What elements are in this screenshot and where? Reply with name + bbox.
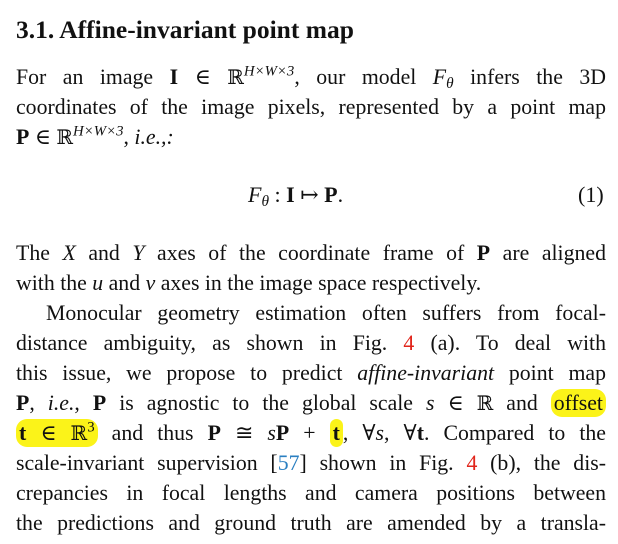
symbol-I: I	[169, 65, 179, 89]
p1-line-3: P ∈ ℝ$^{H\times W\times 3}$, i.e.,:	[16, 123, 174, 149]
p2-line-2: with the u and v axes in the image space respectively.	[16, 271, 482, 295]
p3-line-2: distance ambiguity, as shown in Fig. 4 (a). To deal with	[16, 331, 606, 355]
figure-link[interactable]: 4	[403, 331, 415, 355]
highlight-offset: offset	[551, 389, 606, 417]
symbol-F: F	[432, 65, 447, 89]
equation-1: $F_\theta$ : I ↦ P.	[248, 182, 344, 210]
figure-link[interactable]: 4	[466, 451, 478, 475]
highlight-t-in-R3: t ∈ ℝ$^3$	[16, 419, 98, 447]
p2-line-1: The X and Y axes of the coordinate frame of P are aligned	[16, 241, 606, 265]
section-number: 3.1.	[16, 15, 55, 44]
equation-number: (1)	[578, 182, 604, 207]
p3-line-7: crepancies in focal lengths and camera positions between	[16, 481, 606, 505]
section-heading	[16, 13, 354, 47]
citation-link[interactable]: 57	[277, 451, 300, 475]
p1-line-1: For an image I ∈ ℝ$^{H\times W\times 3}$, our model $F_\theta$ infers the 3D	[16, 63, 606, 92]
p3-line-6: scale-invariant supervision [57] shown in Fig. 4 (b), the dis-	[16, 451, 606, 475]
p3-line-1: Monocular geometry estimation often suffers from focal-	[46, 301, 606, 325]
highlight-t: t	[330, 419, 343, 447]
p1-line-2: coordinates of the image pixels, represented by a point map	[16, 95, 606, 119]
p3-line-4: P, i.e., P is agnostic to the global scale s ∈ ℝ and offset	[16, 388, 606, 418]
p3-line-5: t ∈ ℝ$^3$ and thus P ≅ sP + t , ∀s, ∀t. Compared to the	[16, 418, 606, 448]
p3-line-3: this issue, we propose to predict affine-invariant point map	[16, 361, 606, 385]
section-title: Affine-invariant point map	[59, 15, 354, 44]
p3-line-8: the predictions and ground truth are amended by a transla-	[16, 511, 606, 535]
